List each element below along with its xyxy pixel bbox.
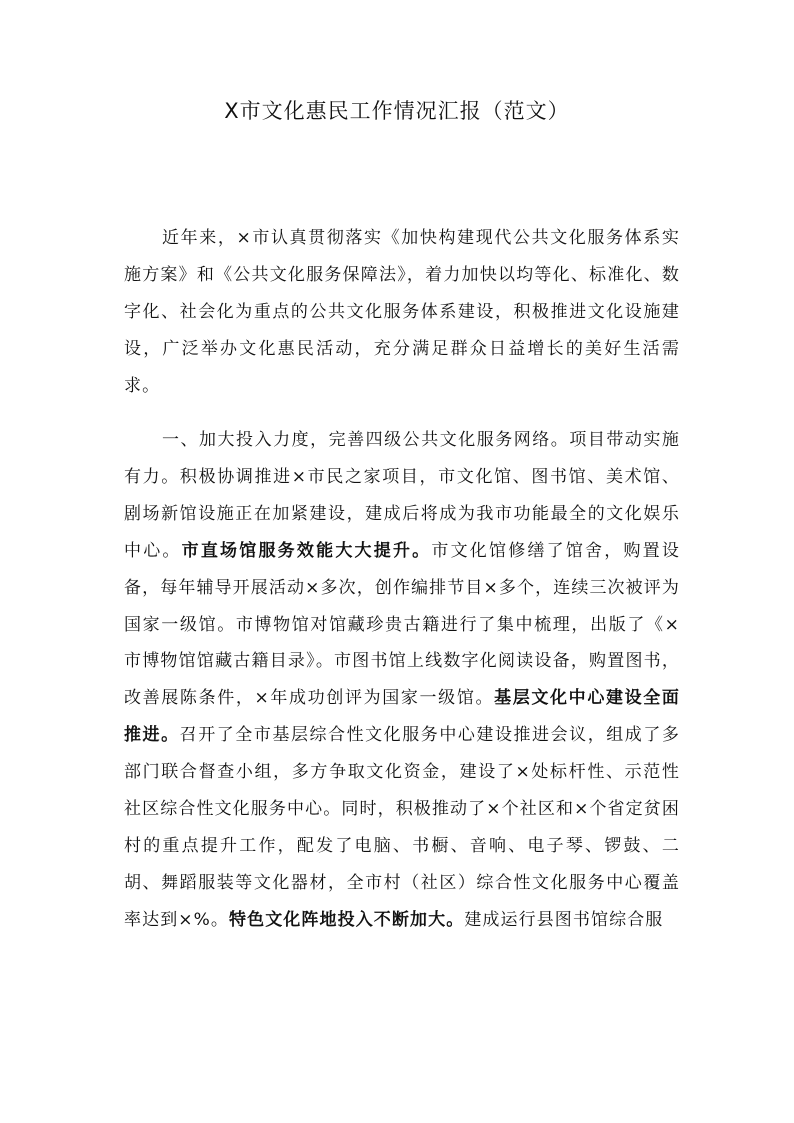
intro-paragraph: 近年来，×市认真贯彻落实《加快构建现代公共文化服务体系实施方案》和《公共文化服务保障法》，着力加快以均等化、标准化、数字化、社会化为重点的公共文化服务体系建设，积极推进文化设施建设，广泛举办文化惠民活动，充分满足群众日益增长的美好生活需求。 bbox=[124, 228, 680, 396]
document-title: X市文化惠民工作情况汇报（范文） bbox=[224, 99, 570, 123]
bold-heading-grassroots-centers: 基层文化中心建设全面推进。 bbox=[124, 688, 680, 746]
paragraph-text-segment: 一、加大投入力度，完善四级公共文化服务网络。项目带动实施有力。积极协调推进×市民之家项目，市文化馆、图书馆、美术馆、剧场新馆设施正在加紧建设，建成后将成为我市功能最全的文化娱乐中心。 bbox=[124, 430, 680, 561]
paragraph-text-segment: 建成运行县图书馆综合服 bbox=[464, 909, 664, 930]
bold-heading-featured-venues: 特色文化阵地投入不断加大。 bbox=[229, 909, 465, 930]
paragraph-text-segment: 市文化馆修缮了馆舍，购置设备，每年辅导开展活动×多次，创作编排节目×多个，连续三次被评为国家一级馆。市博物馆对馆藏珍贵古籍进行了集中梳理，出版了《×市博物馆馆藏古籍目录》。市图书馆上线数字化阅读设备，购置图书，改善展陈条件，×年成功创评为国家一级馆。 bbox=[124, 540, 680, 709]
paragraph-text-segment: 召开了全市基层综合性文化服务中心建设推进会议，组成了多部门联合督查小组，多方争取文化资金，建设了×处标杆性、示范性社区综合性文化服务中心。同时，积极推动了×个社区和×个省定贫困村的重点提升工作，配发了电脑、书橱、音响、电子琴、锣鼓、二胡、舞蹈服装等文化器材，全市村（社区）综合性文化服务中心覆盖率达到×%。 bbox=[124, 725, 680, 930]
bold-heading-service-efficiency: 市直场馆服务效能大大提升。 bbox=[181, 540, 432, 561]
section-one-paragraph bbox=[124, 422, 680, 939]
